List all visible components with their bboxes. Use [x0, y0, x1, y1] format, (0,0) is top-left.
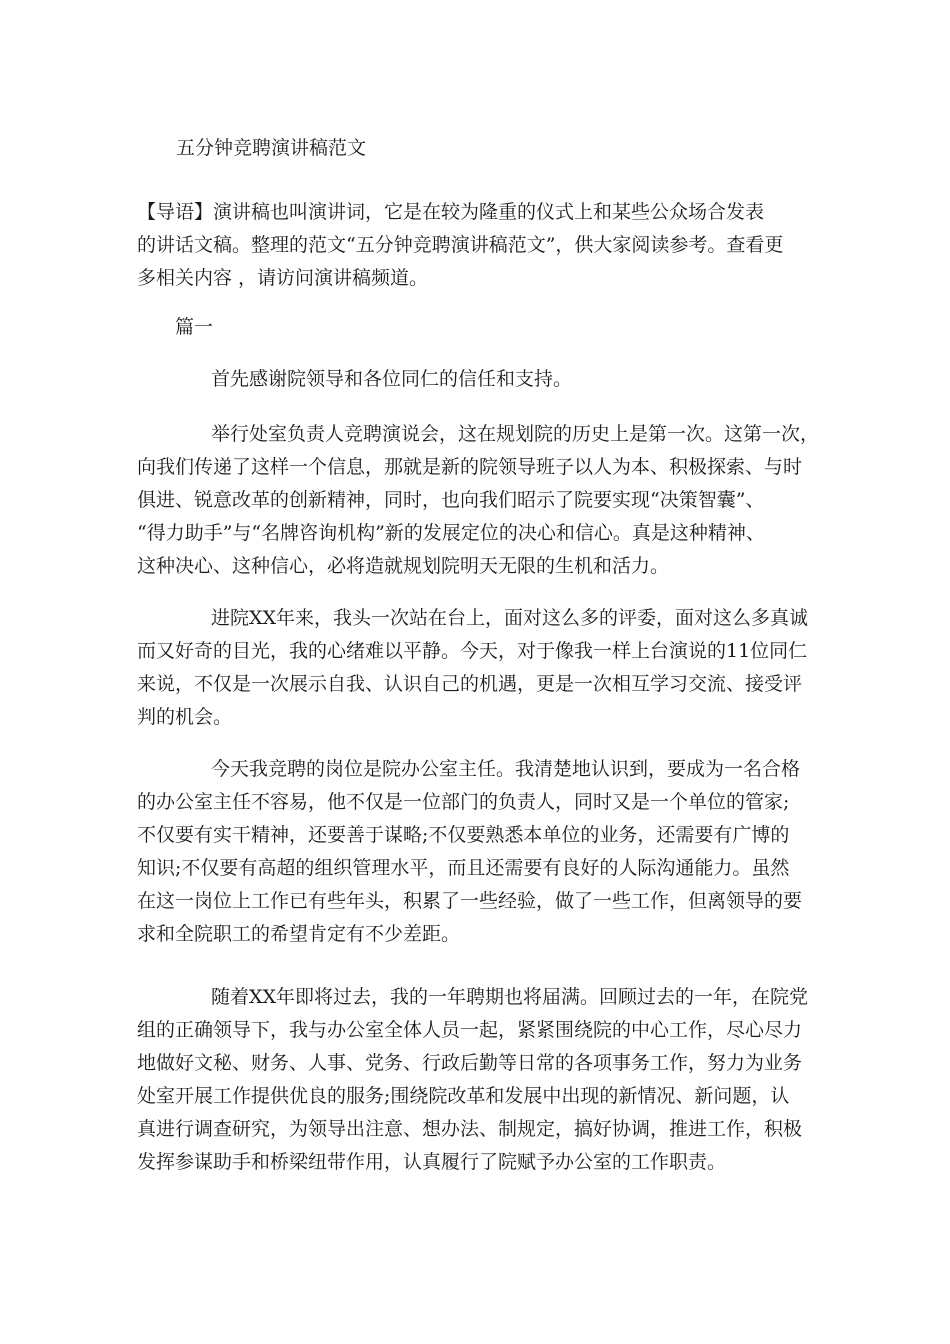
paragraph-line: 的办公室主任不容易，他不仅是一位部门的负责人，同时又是一个单位的管家; — [137, 791, 790, 813]
paragraph-line: 求和全院职工的希望肯定有不少差距。 — [137, 923, 461, 945]
paragraph-line: 今天我竞聘的岗位是院办公室主任。我清楚地认识到，要成为一名合格 — [211, 758, 801, 780]
intro-line: 多相关内容 ，请访问演讲稿频道。 — [137, 267, 429, 289]
body-paragraph-2 — [137, 418, 825, 583]
paragraph-line: 地做好文秘、财务、人事、党务、行政后勤等日常的各项事务工作，努力为业务 — [137, 1052, 803, 1074]
body-paragraph-5 — [137, 981, 825, 1179]
paragraph-line: 首先感谢院领导和各位同仁的信任和支持。 — [211, 368, 573, 390]
paragraph-line: 这种决心、这种信心，必将造就规划院明天无限的生机和活力。 — [137, 555, 670, 577]
section-heading — [137, 311, 825, 344]
paragraph-line: 向我们传递了这样一个信息，那就是新的院领导班子以人为本、积极探索、与时 — [137, 456, 803, 478]
paragraph-line: 判的机会。 — [137, 706, 233, 728]
intro-line: 【导语】演讲稿也叫演讲词，它是在较为隆重的仪式上和某些公众场合发表 — [137, 201, 765, 223]
paragraph-line: 来说，不仅是一次展示自我、认识自己的机遇，更是一次相互学习交流、接受评 — [137, 673, 803, 695]
paragraph-line: “得力助手”与“名牌咨询机构”新的发展定位的决心和信心。真是这种精神、 — [137, 522, 765, 544]
intro-line: 的讲话文稿。整理的范文“五分钟竞聘演讲稿范文”，供大家阅读参考。查看更 — [137, 234, 784, 256]
paragraph-line: 组的正确领导下，我与办公室全体人员一起，紧紧围绕院的中心工作，尽心尽力 — [137, 1019, 803, 1041]
paragraph-line: 不仅要有实干精神，还要善于谋略;不仅要熟悉本单位的业务，还需要有广博的 — [137, 824, 790, 846]
paragraph-line: 举行处室负责人竞聘演说会，这在规划院的历史上是第一次。这第一次， — [211, 423, 820, 445]
paragraph-line: 发挥参谋助手和桥梁纽带作用，认真履行了院赋予办公室的工作职责。 — [137, 1151, 727, 1173]
body-paragraph-4 — [137, 753, 825, 951]
body-paragraph-1 — [137, 363, 825, 396]
paragraph-line: 处室开展工作提供优良的服务;围绕院改革和发展中出现的新情况、新问题，认 — [137, 1085, 790, 1107]
body-paragraph-3 — [137, 602, 825, 734]
paragraph-line: 进院XX年来，我头一次站在台上，面对这么多的评委，面对这么多真诚 — [211, 607, 809, 629]
paragraph-line: 俱进、锐意改革的创新精神，同时，也向我们昭示了院要实现“决策智囊”、 — [137, 489, 765, 511]
paragraph-line: 随着XX年即将过去，我的一年聘期也将届满。回顾过去的一年，在院党 — [211, 986, 809, 1008]
paragraph-line: 而又好奇的目光，我的心绪难以平静。今天，对于像我一样上台演说的11位同仁 — [137, 640, 808, 662]
document-title: 五分钟竞聘演讲稿范文 — [176, 137, 367, 159]
paragraph-line: 知识;不仅要有高超的组织管理水平，而且还需要有良好的人际沟通能力。虽然 — [137, 857, 790, 879]
paragraph-line: 在这一岗位上工作已有些年头，积累了一些经验，做了一些工作，但离领导的要 — [137, 890, 803, 912]
paragraph-line: 真进行调查研究，为领导出注意、想办法、制规定，搞好协调，推进工作，积极 — [137, 1118, 803, 1140]
intro-paragraph — [137, 196, 825, 295]
section-label: 篇一 — [175, 316, 214, 338]
